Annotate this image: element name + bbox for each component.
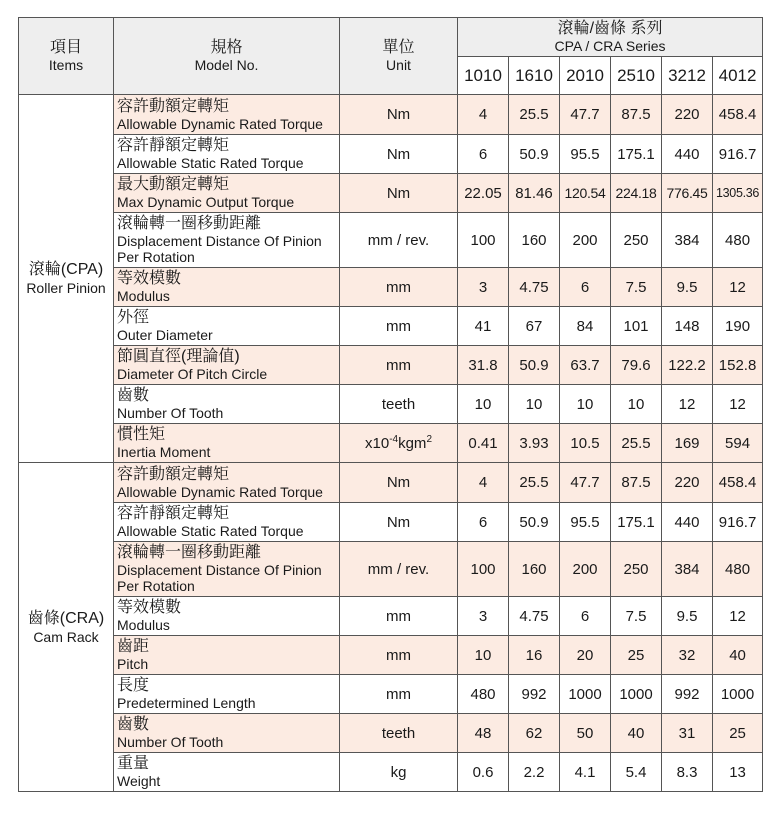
value-cell: 776.45 [662,174,713,213]
property-name: 容許靜額定轉矩 Allowable Static Rated Torque [114,135,340,174]
value-cell: 190 [713,307,763,346]
property-name: 容許動額定轉矩 Allowable Dynamic Rated Torque [114,95,340,135]
value-cell: 148 [662,307,713,346]
value-cell: 25 [713,714,763,753]
value-cell: 3.93 [509,424,560,463]
value-cell: 50 [560,714,611,753]
value-cell: 31.8 [458,346,509,385]
value-cell: 20 [560,636,611,675]
value-cell: 480 [458,675,509,714]
value-cell: 41 [458,307,509,346]
value-cell: 8.3 [662,753,713,792]
size-header: 2510 [611,57,662,95]
unit-cell: mm / rev. [340,213,458,268]
value-cell: 50.9 [509,135,560,174]
table-row [19,385,763,424]
value-cell: 6 [458,503,509,542]
value-cell: 12 [713,268,763,307]
value-cell: 13 [713,753,763,792]
value-cell: 7.5 [611,268,662,307]
value-cell: 169 [662,424,713,463]
property-name: 等效模數 Modulus [114,597,340,636]
table-row [19,268,763,307]
value-cell: 458.4 [713,463,763,503]
unit-cell: teeth [340,385,458,424]
value-cell: 48 [458,714,509,753]
value-cell: 5.4 [611,753,662,792]
property-name: 容許動額定轉矩 Allowable Dynamic Rated Torque [114,463,340,503]
value-cell: 100 [458,213,509,268]
value-cell: 992 [662,675,713,714]
value-cell: 224.18 [611,174,662,213]
value-cell: 47.7 [560,463,611,503]
value-cell: 200 [560,542,611,597]
table-row [19,463,763,503]
table-row [19,213,763,268]
value-cell: 87.5 [611,95,662,135]
header-items: 項目 Items [19,18,114,95]
unit-cell: mm [340,597,458,636]
value-cell: 50.9 [509,503,560,542]
value-cell: 160 [509,542,560,597]
size-header: 2010 [560,57,611,95]
value-cell: 175.1 [611,503,662,542]
value-cell: 95.5 [560,503,611,542]
value-cell: 12 [713,385,763,424]
value-cell: 3 [458,268,509,307]
value-cell: 0.6 [458,753,509,792]
unit-cell: mm [340,675,458,714]
value-cell: 916.7 [713,503,763,542]
value-cell: 32 [662,636,713,675]
unit-cell: mm / rev. [340,542,458,597]
value-cell: 79.6 [611,346,662,385]
value-cell: 440 [662,135,713,174]
table-row [19,636,763,675]
value-cell: 1305.36 [713,174,763,213]
value-cell: 47.7 [560,95,611,135]
value-cell: 200 [560,213,611,268]
value-cell: 25 [611,636,662,675]
value-cell: 84 [560,307,611,346]
value-cell: 95.5 [560,135,611,174]
value-cell: 10 [458,385,509,424]
table-row [19,675,763,714]
value-cell: 40 [611,714,662,753]
property-name: 滾輪轉一圈移動距離 Displacement Distance Of Pinion Per Rotation [114,213,340,268]
value-cell: 9.5 [662,597,713,636]
value-cell: 62 [509,714,560,753]
unit-cell: Nm [340,463,458,503]
table-row [19,753,763,792]
value-cell: 220 [662,95,713,135]
unit-cell: mm [340,307,458,346]
value-cell: 6 [458,135,509,174]
value-cell: 10 [560,385,611,424]
value-cell: 992 [509,675,560,714]
value-cell: 63.7 [560,346,611,385]
table-row [19,714,763,753]
header-series: 滾輪/齒條 系列 CPA / CRA Series [458,18,763,57]
value-cell: 40 [713,636,763,675]
value-cell: 480 [713,542,763,597]
table-row [19,424,763,463]
value-cell: 594 [713,424,763,463]
value-cell: 12 [662,385,713,424]
value-cell: 25.5 [509,95,560,135]
value-cell: 101 [611,307,662,346]
unit-cell: Nm [340,174,458,213]
table-row [19,597,763,636]
value-cell: 0.41 [458,424,509,463]
value-cell: 250 [611,542,662,597]
value-cell: 916.7 [713,135,763,174]
property-name: 齒數 Number Of Tooth [114,714,340,753]
value-cell: 4 [458,463,509,503]
value-cell: 22.05 [458,174,509,213]
spec-table [18,17,763,792]
unit-cell: mm [340,346,458,385]
property-name: 重量 Weight [114,753,340,792]
value-cell: 31 [662,714,713,753]
table-row [19,174,763,213]
property-name: 外徑 Outer Diameter [114,307,340,346]
value-cell: 16 [509,636,560,675]
property-name: 慣性矩 Inertia Moment [114,424,340,463]
value-cell: 10 [458,636,509,675]
value-cell: 10 [509,385,560,424]
value-cell: 100 [458,542,509,597]
value-cell: 4.1 [560,753,611,792]
property-name: 齒數 Number Of Tooth [114,385,340,424]
value-cell: 2.2 [509,753,560,792]
value-cell: 1000 [611,675,662,714]
value-cell: 3 [458,597,509,636]
value-cell: 4.75 [509,268,560,307]
property-name: 最大動額定轉矩 Max Dynamic Output Torque [114,174,340,213]
value-cell: 81.46 [509,174,560,213]
value-cell: 10 [611,385,662,424]
value-cell: 152.8 [713,346,763,385]
unit-cell: Nm [340,503,458,542]
value-cell: 458.4 [713,95,763,135]
value-cell: 250 [611,213,662,268]
table-row [19,346,763,385]
header-model: 規格 Model No. [114,18,340,95]
property-name: 長度 Predetermined Length [114,675,340,714]
property-name: 節圓直徑(理論值) Diameter Of Pitch Circle [114,346,340,385]
table-row [19,542,763,597]
size-header: 1610 [509,57,560,95]
unit-cell: mm [340,636,458,675]
unit-cell: Nm [340,95,458,135]
value-cell: 9.5 [662,268,713,307]
unit-cell: kg [340,753,458,792]
value-cell: 160 [509,213,560,268]
value-cell: 50.9 [509,346,560,385]
value-cell: 4 [458,95,509,135]
size-header: 3212 [662,57,713,95]
size-header: 1010 [458,57,509,95]
value-cell: 1000 [560,675,611,714]
value-cell: 175.1 [611,135,662,174]
header-unit: 單位 Unit [340,18,458,95]
unit-cell: teeth [340,714,458,753]
property-name: 齒距 Pitch [114,636,340,675]
table-row [19,135,763,174]
table-row [19,307,763,346]
table-row [19,95,763,135]
value-cell: 480 [713,213,763,268]
value-cell: 6 [560,597,611,636]
value-cell: 6 [560,268,611,307]
unit-cell: $x10^{-4}kgm^2$ [340,424,458,463]
property-name: 等效模數 Modulus [114,268,340,307]
unit-cell: Nm [340,135,458,174]
group-label: 齒條(CRA) Cam Rack [19,463,114,792]
value-cell: 122.2 [662,346,713,385]
value-cell: 67 [509,307,560,346]
value-cell: 1000 [713,675,763,714]
table-row [19,503,763,542]
value-cell: 384 [662,542,713,597]
value-cell: 120.54 [560,174,611,213]
unit-cell: mm [340,268,458,307]
value-cell: 87.5 [611,463,662,503]
property-name: 滾輪轉一圈移動距離 Displacement Distance Of Pinion Per Rotation [114,542,340,597]
value-cell: 10.5 [560,424,611,463]
value-cell: 7.5 [611,597,662,636]
value-cell: 25.5 [509,463,560,503]
group-label: 滾輪(CPA) Roller Pinion [19,95,114,463]
value-cell: 12 [713,597,763,636]
value-cell: 220 [662,463,713,503]
value-cell: 440 [662,503,713,542]
value-cell: 25.5 [611,424,662,463]
value-cell: 4.75 [509,597,560,636]
size-header: 4012 [713,57,763,95]
value-cell: 384 [662,213,713,268]
property-name: 容許靜額定轉矩 Allowable Static Rated Torque [114,503,340,542]
